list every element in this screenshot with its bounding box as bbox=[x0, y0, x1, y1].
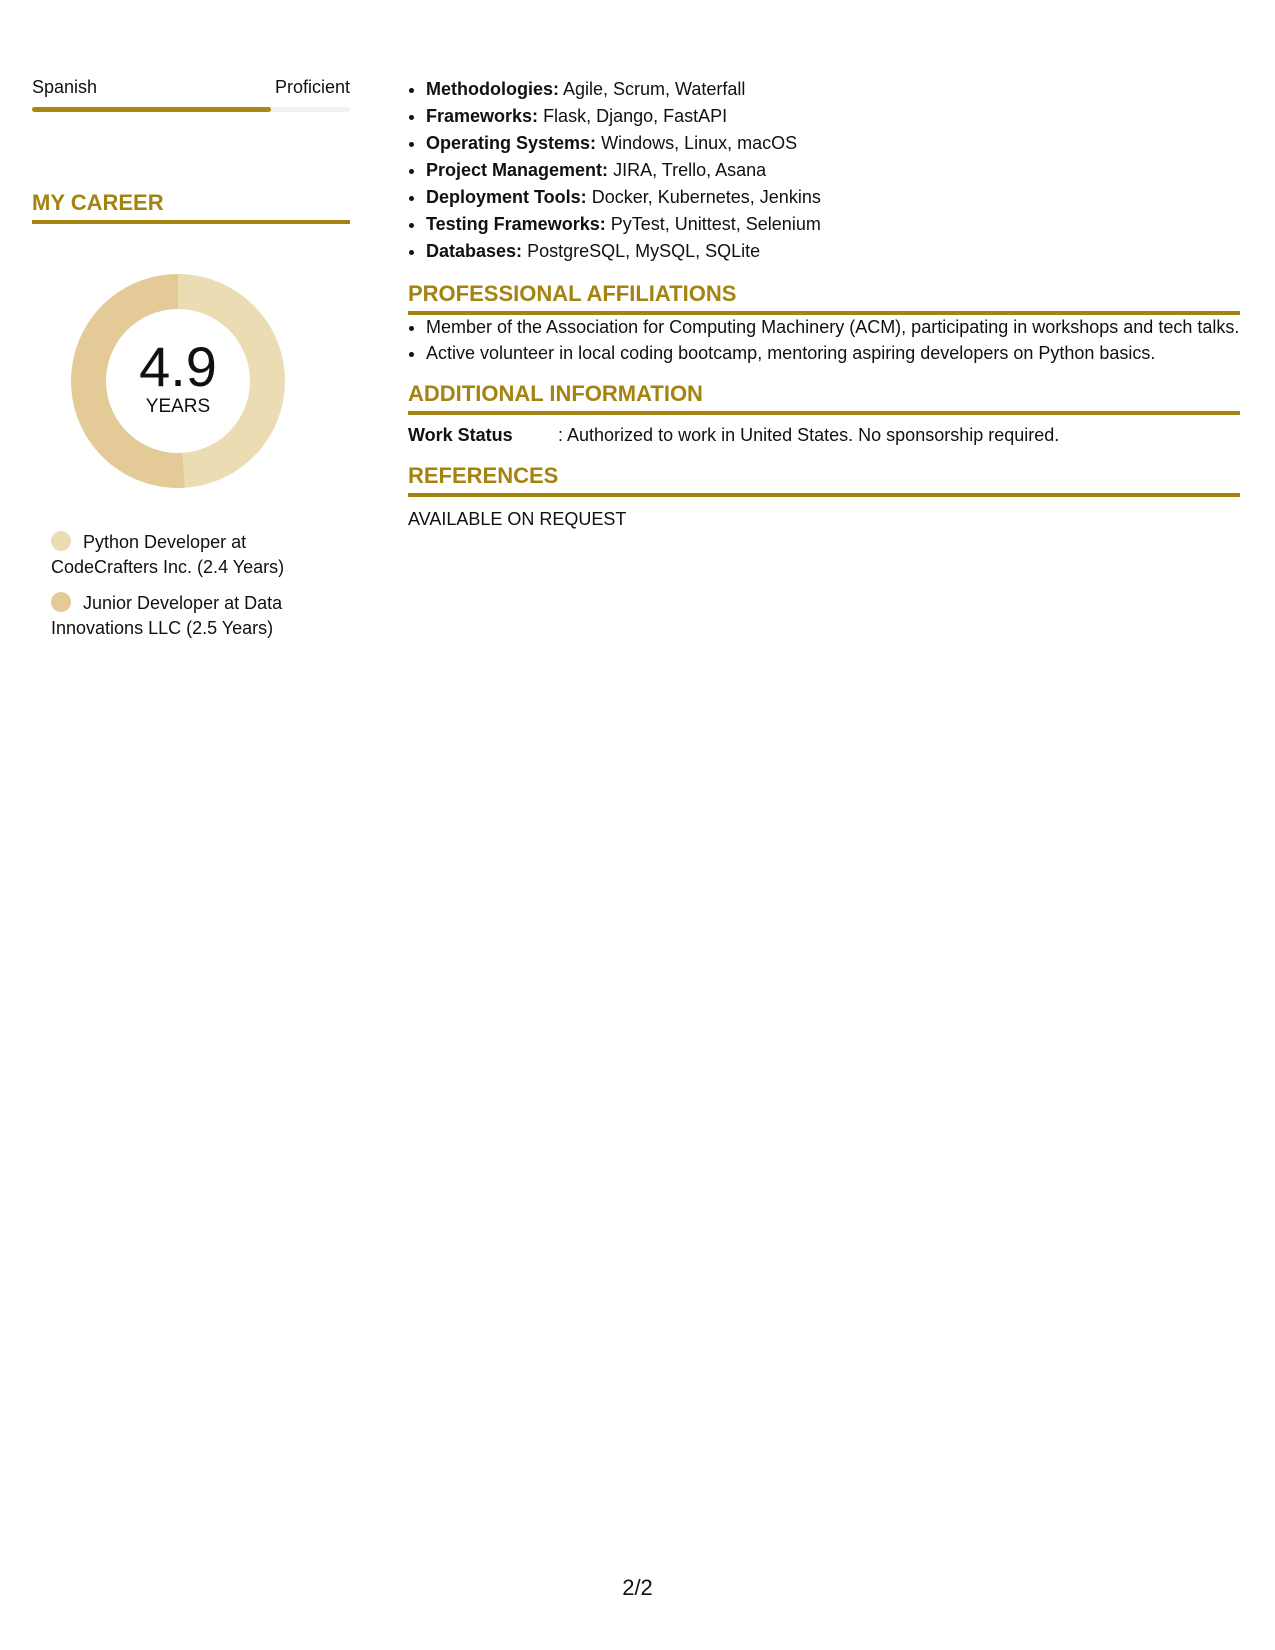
language-proficiency-fill bbox=[32, 107, 271, 112]
language-row bbox=[32, 76, 350, 98]
skill-value: PostgreSQL, MySQL, SQLite bbox=[527, 241, 761, 261]
skill-item bbox=[426, 76, 1240, 103]
skills-list bbox=[408, 76, 1240, 265]
work-status-value: : Authorized to work in United States. No sponsorship required. bbox=[558, 425, 1060, 445]
language-proficiency-bar bbox=[32, 107, 350, 112]
career-section-title: MY CAREER bbox=[32, 190, 350, 224]
skill-item bbox=[426, 184, 1240, 211]
career-donut-chart bbox=[63, 266, 293, 496]
skill-value: Agile, Scrum, Waterfall bbox=[563, 79, 746, 99]
legend-dot bbox=[51, 531, 71, 551]
affiliation-item: • Active volunteer in local coding bootcamp, mentoring aspiring developers on Python basics. bbox=[426, 341, 1240, 365]
skill-label: Project Management: bbox=[426, 160, 609, 180]
skill-value: Windows, Linux, macOS bbox=[601, 133, 798, 153]
legend-item bbox=[51, 530, 311, 580]
right-column bbox=[408, 76, 1240, 531]
references-section-title: REFERENCES bbox=[408, 463, 1240, 497]
work-status-row bbox=[408, 423, 1240, 447]
skill-label: Deployment Tools: bbox=[426, 187, 587, 207]
total-years-value: 4.9 bbox=[139, 335, 217, 398]
skill-item bbox=[426, 238, 1240, 265]
skill-label: Frameworks: bbox=[426, 106, 539, 126]
skill-value: PyTest, Unittest, Selenium bbox=[610, 214, 821, 234]
left-column bbox=[32, 76, 350, 652]
skill-value: Docker, Kubernetes, Jenkins bbox=[591, 187, 821, 207]
language-level: Proficient bbox=[274, 77, 350, 97]
legend-dot bbox=[51, 592, 71, 612]
skill-item bbox=[426, 130, 1240, 157]
skill-value: Flask, Django, FastAPI bbox=[543, 106, 728, 126]
work-status-label: Work Status bbox=[408, 425, 513, 445]
additional-info-section-title: ADDITIONAL INFORMATION bbox=[408, 381, 1240, 415]
legend-item bbox=[51, 591, 311, 641]
affiliation-item: • Member of the Association for Computing Machinery (ACM), participating in workshops and tech talks. bbox=[426, 315, 1240, 339]
legend-label: Python Developer at CodeCrafters Inc. (2.4 Years) bbox=[51, 532, 285, 577]
skill-label: Databases: bbox=[426, 241, 523, 261]
skill-label: Operating Systems: bbox=[426, 133, 597, 153]
donut-center bbox=[63, 335, 293, 418]
skill-item bbox=[426, 211, 1240, 238]
skill-item bbox=[426, 103, 1240, 130]
skill-label: Testing Frameworks: bbox=[426, 214, 606, 234]
legend-label: Junior Developer at Data Innovations LLC (2.5 Years) bbox=[51, 593, 283, 638]
language-name: Spanish bbox=[32, 77, 98, 97]
skill-value: JIRA, Trello, Asana bbox=[613, 160, 767, 180]
career-legend bbox=[51, 530, 311, 641]
page-number: 2/2 bbox=[622, 1575, 653, 1600]
skill-item bbox=[426, 157, 1240, 184]
affiliations-list bbox=[408, 315, 1240, 365]
skill-label: Methodologies: bbox=[426, 79, 559, 99]
total-years-unit: YEARS bbox=[145, 396, 211, 417]
references-text: AVAILABLE ON REQUEST bbox=[408, 509, 627, 529]
affiliations-section-title: PROFESSIONAL AFFILIATIONS bbox=[408, 281, 1240, 315]
